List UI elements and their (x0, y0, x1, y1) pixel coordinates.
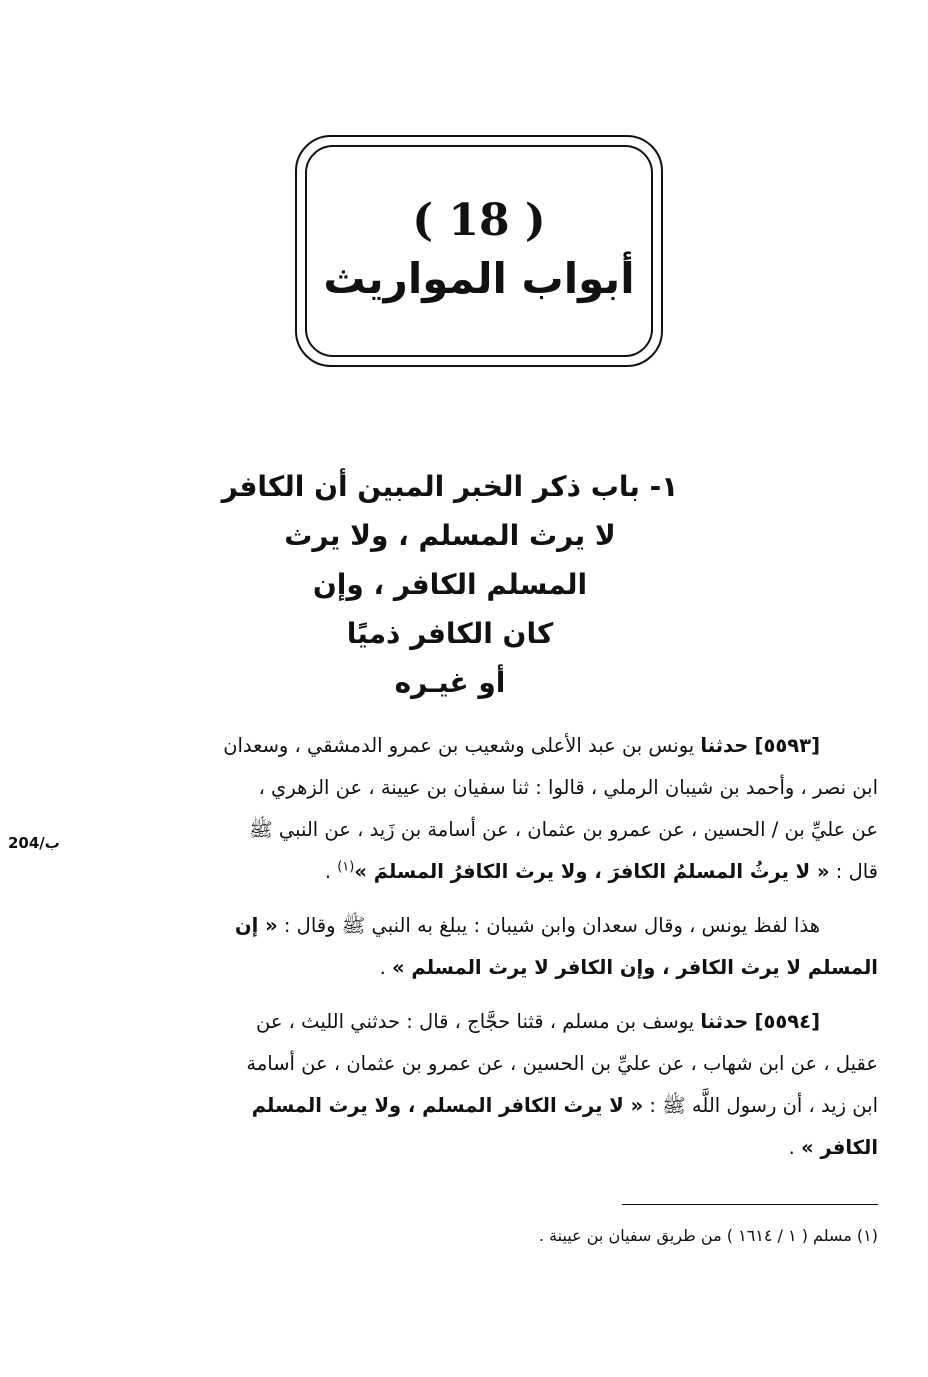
hadith-number: [٥٥٩٣] (754, 734, 820, 757)
commentary-matn: المسلم لا يرث الكافر ، وإن الكافر لا يرث المسلم » (392, 956, 878, 979)
hadith-line (84, 1085, 878, 1127)
footnote-rule (622, 1204, 878, 1205)
hadith-line (84, 725, 878, 767)
chapter-frame-inner (305, 145, 653, 357)
bab-heading-line: أو غيـره (394, 666, 506, 699)
hadith-opener: حدثنا (700, 734, 749, 757)
hadith-line (84, 1127, 878, 1169)
hadith-text: قال : (835, 860, 878, 883)
hadith-matn: « لا يرث الكافر المسلم ، ولا يرث المسلم (251, 1094, 644, 1117)
hadith-matn: « لا يرثُ المسلمُ الكافرَ ، ولا يرث الكافرُ المسلمَ » (354, 860, 830, 883)
hadith-5593 (84, 725, 878, 893)
hadith-text: يوسف بن مسلم ، قثنا حجَّاج ، قال : حدثني الليث ، عن (256, 1010, 695, 1033)
bab-heading-line: ١- باب ذكر الخبر المبين أن الكافر (221, 470, 679, 503)
hadith-number: [٥٥٩٤] (754, 1010, 820, 1033)
footnote-reference[interactable]: (١) (337, 859, 355, 875)
hadith-opener: حدثنا (700, 1010, 749, 1033)
hadith-line (84, 851, 878, 893)
hadith-line: ابن نصر ، وأحمد بن شيبان الرملي ، قالوا : ثنا سفيان بن عيينة ، عن الزهري ، (258, 776, 878, 799)
hadith-text: . (324, 860, 332, 883)
chapter-title: أبواب المواريث (323, 254, 635, 303)
commentary (84, 905, 878, 989)
manuscript-folio-note: 204/ب (8, 834, 60, 852)
hadith-5594 (84, 1001, 878, 1169)
hadith-text: يونس بن عبد الأعلى وشعيب بن عمرو الدمشقي ، وسعدان (223, 734, 695, 757)
chapter-frame (295, 135, 663, 367)
footnote: (١) مسلم ( ١ / ١٦١٤ ) من طريق سفيان بن عيينة . (538, 1226, 878, 1245)
hadith-matn: الكافر » (801, 1136, 878, 1159)
commentary-line (84, 947, 878, 989)
bab-heading-line: المسلم الكافر ، وإن (312, 568, 588, 601)
hadith-text: ابن زيد ، أن رسول اللَّه ﷺ : (649, 1094, 878, 1117)
chapter-number: ( 18 ) (412, 195, 546, 246)
bab-heading (150, 462, 750, 707)
hadith-line: عقيل ، عن ابن شهاب ، عن عليِّ بن الحسين ، عن عمرو بن عثمان ، عن أسامة (246, 1052, 878, 1075)
hadith-line (84, 1001, 878, 1043)
commentary-line (84, 905, 878, 947)
commentary-text: هذا لفظ يونس ، وقال سعدان وابن شيبان : يبلغ به النبي ﷺ وقال : (283, 914, 820, 937)
hadith-line: عن عليِّ بن / الحسين ، عن عمرو بن عثمان ، عن أسامة بن زَيد ، عن النبي ﷺ (249, 818, 878, 841)
commentary-text: . (379, 956, 386, 979)
hadith-text: . (788, 1136, 795, 1159)
commentary-matn: « إن (234, 914, 278, 937)
bab-heading-line: كان الكافر ذميًا (346, 617, 554, 650)
bab-heading-line: لا يرث المسلم ، ولا يرث (284, 519, 616, 552)
